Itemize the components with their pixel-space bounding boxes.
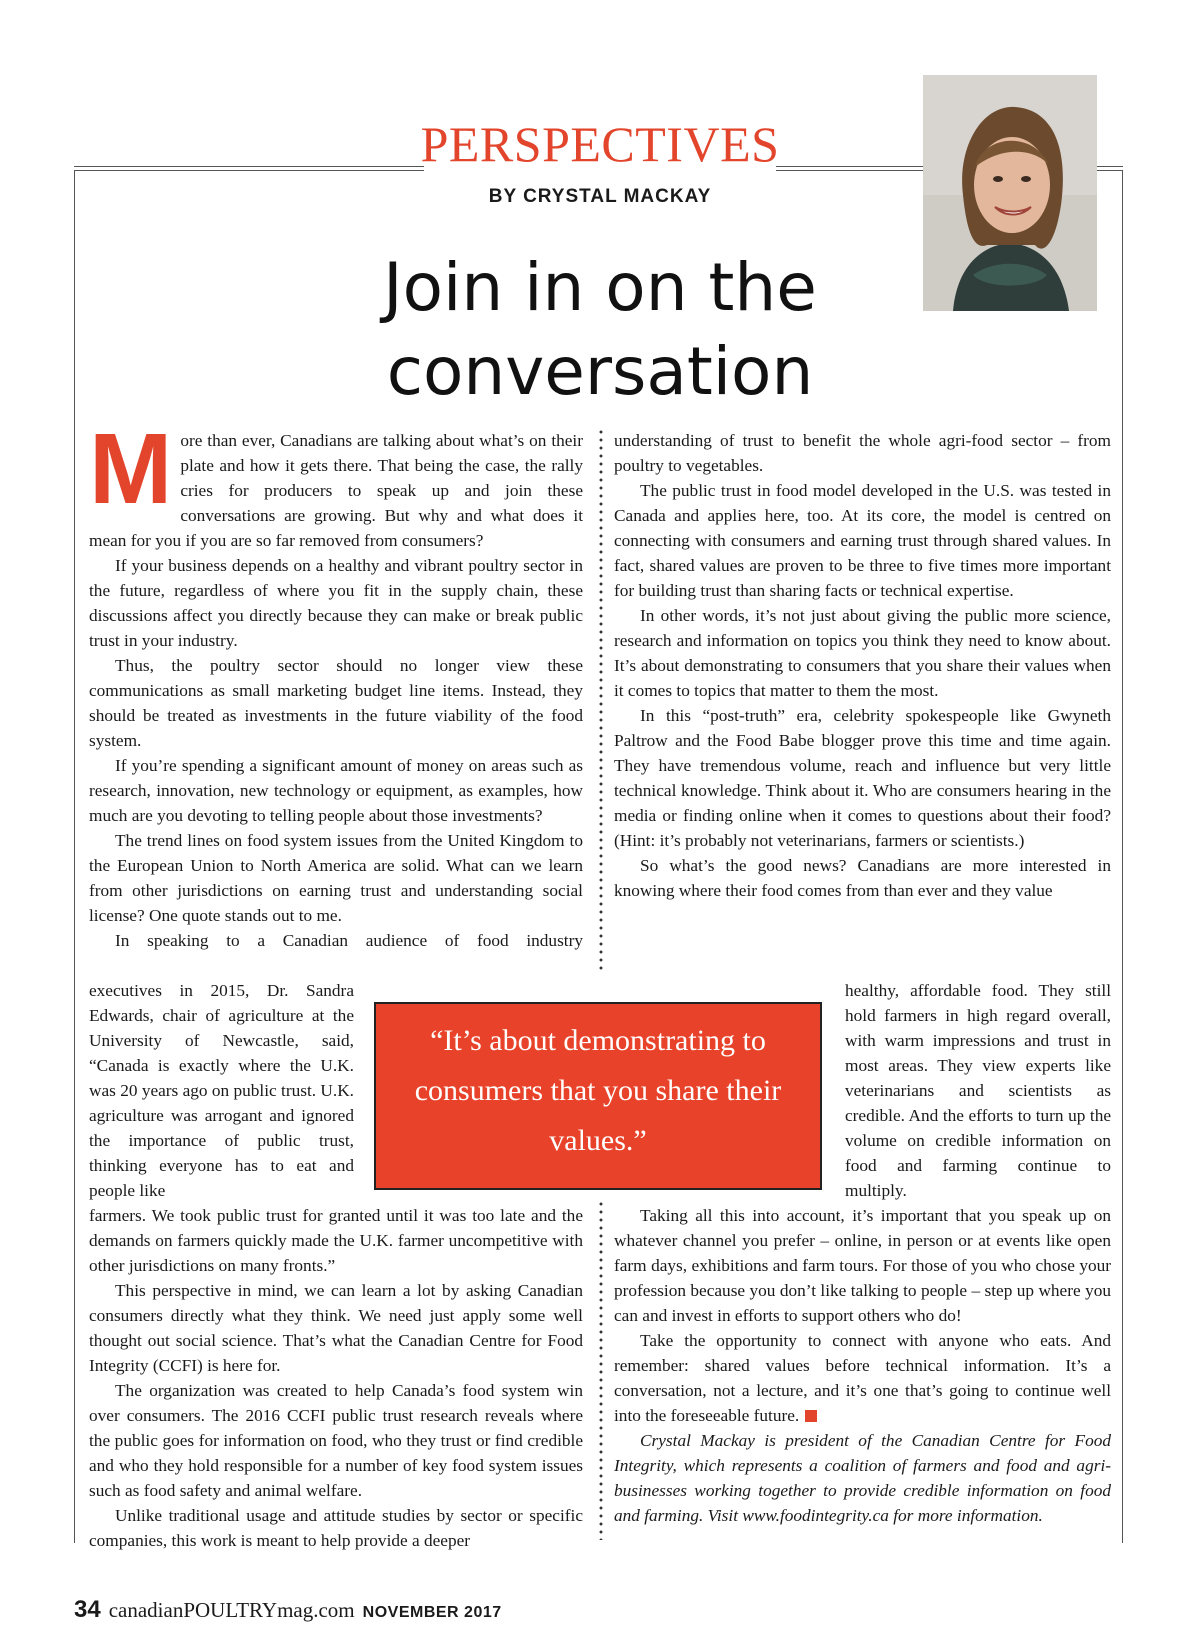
frame-left-line [74,170,75,1543]
page-number: 34 [74,1596,101,1623]
body-paragraph: Unlike traditional usage and attitude studies by sector or specific companies, this work is meant to help provide a deeper [89,1506,583,1550]
pull-quote [374,1002,822,1190]
body-paragraph: This perspective in mind, we can learn a lot by asking Canadian consumers directly what they think. We need just apply some well thought out social science. That’s what the Canadian Centre for Food Integrity (CCFI) is here for. [89,1281,583,1375]
right-column-top [614,428,1111,903]
author-photo [923,75,1097,311]
left-column-bottom [89,1203,583,1553]
drop-cap: M [89,413,173,525]
body-paragraph: Taking all this into account, it’s important that you speak up on whatever channel you prefer – online, in person or at events like open farm days, exhibitions and farm tours. For those of you who chose your profession because you don’t like talking to people – step up where you can and invest in efforts to support others who do! [614,1206,1111,1325]
body-paragraph: executives in 2015, Dr. Sandra Edwards, chair of agriculture at the University of Newcastle, said, “Canada is exactly where the U.K. was 20 years ago on public trust. U.K. agriculture was arrogant and ignored the importance of public trust, thinking everyone has to eat and people like [89,981,354,1200]
headline-line: Join in on the [383,249,817,326]
headline-line: conversation [386,333,814,410]
page-footer [74,1596,502,1624]
headline [300,246,900,414]
right-wrap-text [845,978,1111,1203]
left-wrap-text [89,978,354,1203]
body-paragraph [89,413,583,553]
body-paragraph: Thus, the poultry sector should no longer view these communications as small marketing budget line items. Instead, they should be treated as investments in the future viability of the food system. [89,656,583,750]
pull-quote-line: consumers that you share their [414,1074,782,1107]
body-paragraph: farmers. We took public trust for granted until it was too late and the demands on farmers quickly made the U.K. farmer uncompetitive with other jurisdictions on many fronts.” [89,1206,583,1275]
body-paragraph: In speaking to a Canadian audience of food industry [115,931,583,950]
paragraph-text: ore than ever, Canadians are talking about what’s on their plate and how it gets there. That being the case, the rally cries for producers to speak up and join these conversations are growing. But why and what does it mean for you if you are so far removed from consumers? [89,431,583,550]
body-paragraph: So what’s the good news? Canadians are more interested in knowing where their food comes from than ever and they value [614,856,1111,900]
column-divider-top [599,428,603,974]
pull-quote-line: “It’s about demonstrating to [430,1024,766,1057]
body-paragraph: understanding of trust to benefit the whole agri-food sector – from poultry to vegetables. [614,431,1111,475]
left-column-top [89,413,583,953]
right-column-bottom [614,1203,1111,1528]
byline: BY CRYSTAL MACKAY [488,186,712,207]
footer-site: canadianPOULTRYmag.com [108,1598,355,1622]
pull-quote-line: values.” [549,1124,647,1157]
frame-right-line [1122,170,1123,1543]
paragraph-text: Take the opportunity to connect with anyone who eats. And remember: shared values before technical information. It’s a conversation, not a lecture, and it’s one that’s going to continue well into the foreseeable future. [614,1331,1111,1425]
body-paragraph: If your business depends on a healthy and vibrant poultry sector in the future, regardless of where you fit in the supply chain, these discussions affect you directly because they can make or break public trust in your industry. [89,556,583,650]
footer-date: NOVEMBER 2017 [362,1604,502,1621]
author-bio: Crystal Mackay is president of the Canadian Centre for Food Integrity, which represents a coalition of farmers and food and agri-businesses working together to provide credible information on food and farming. Visit www.foodintegrity.ca for more information. [614,1431,1111,1525]
body-paragraph: In this “post-truth” era, celebrity spokespeople like Gwyneth Paltrow and the Food Babe blogger prove this time and time again. They have tremendous volume, reach and influence but very little technical knowledge. Think about it. Who are consumers hearing in the media or finding online when it comes to questions about their food? (Hint: it’s probably not veterinarians, farmers or scientists.) [614,706,1111,850]
body-paragraph: In other words, it’s not just about giving the public more science, research and information on topics you think they need to know about. It’s about demonstrating to consumers that you share their values when it comes to topics that matter to them the most. [614,606,1111,700]
body-paragraph: The trend lines on food system issues from the United Kingdom to the European Union to North America are solid. What can we learn from other jurisdictions on earning trust and understanding social license? One quote stands out to me. [89,831,583,925]
end-mark-icon [805,1410,817,1422]
body-paragraph: The public trust in food model developed in the U.S. was tested in Canada and applies here, too. At its core, the model is centred on connecting with consumers and earning trust through shared values. In fact, shared values are proven to be three to five times more important for building trust than sharing facts or technical expertise. [614,481,1111,600]
section-title: PERSPECTIVES [420,116,780,172]
body-paragraph [614,1328,1111,1428]
author-portrait-illustration [923,75,1097,311]
column-divider-bottom [599,1200,603,1540]
body-paragraph: The organization was created to help Canada’s food system win over consumers. The 2016 CCFI public trust research reveals where the public goes for information on food, who they trust or find credible and who they hold responsible for a number of key food system issues such as food safety and animal welfare. [89,1381,583,1500]
body-paragraph: healthy, affordable food. They still hold farmers in high regard overall, with warm impressions and trust in most areas. They view experts like veterinarians and scientists as credible. And the efforts to turn up the volume on credible information on food and farming continue to multiply. [845,981,1111,1200]
body-paragraph: If you’re spending a significant amount of money on areas such as research, innovation, new technology or equipment, as examples, how much are you devoting to telling people about those investments? [89,756,583,825]
